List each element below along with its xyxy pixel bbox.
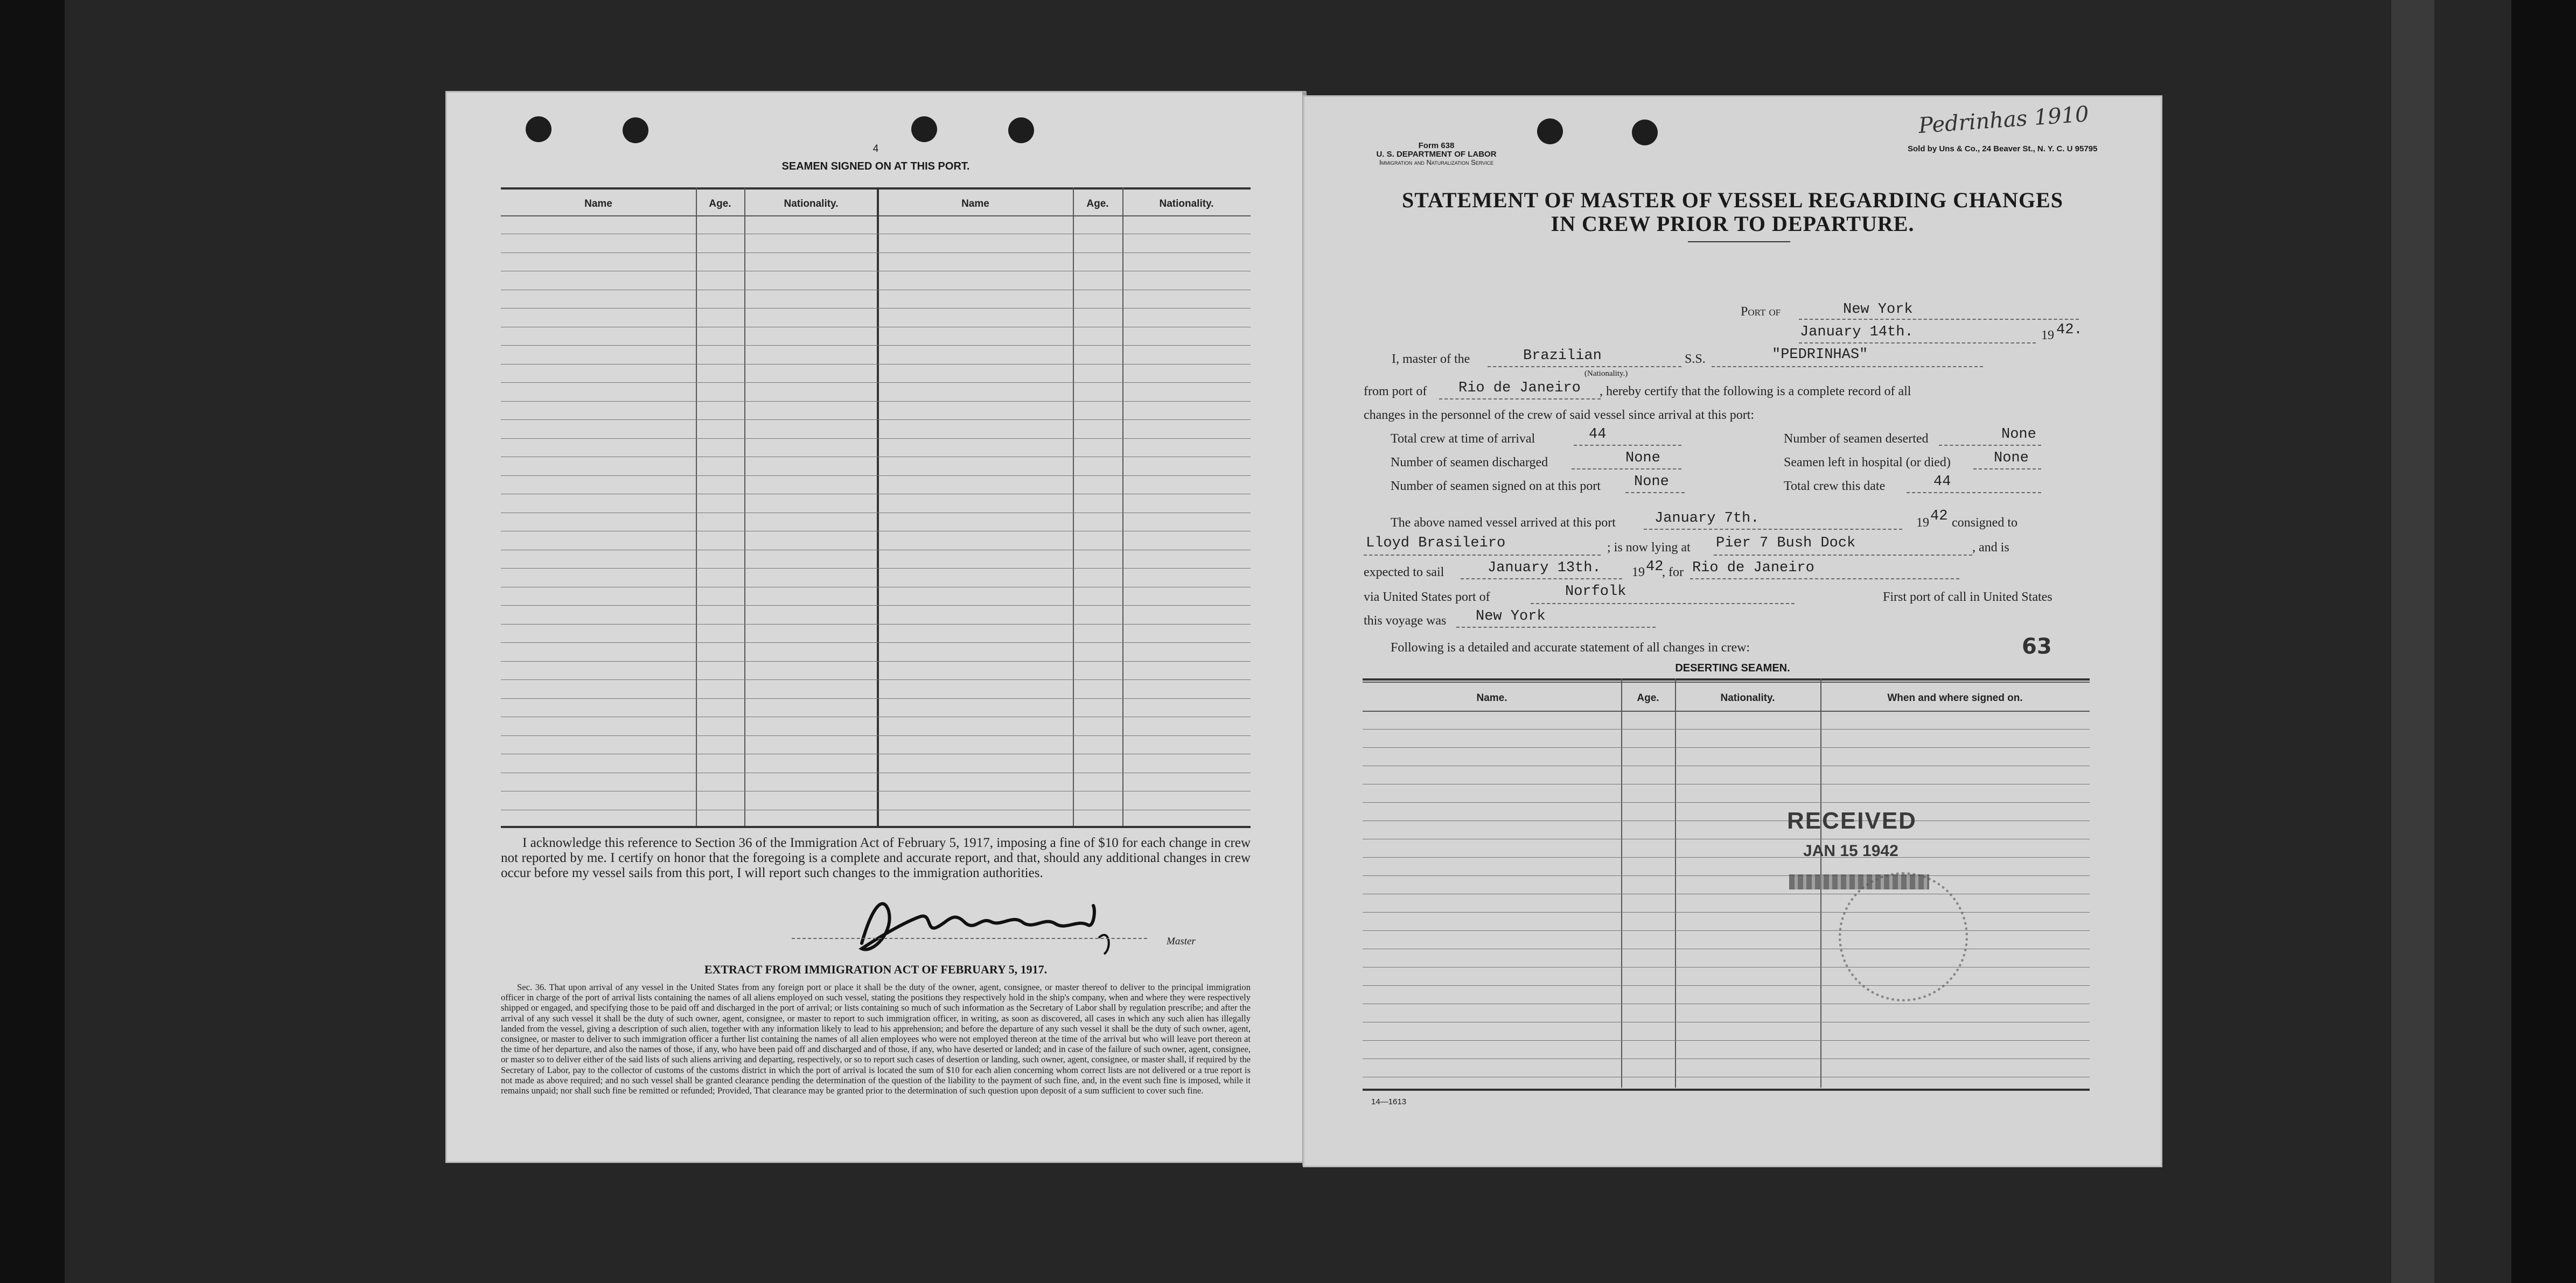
master-signature <box>840 889 1142 965</box>
ruled-row-line <box>501 401 1251 402</box>
discharged-label: Number of seamen discharged <box>1391 455 1548 469</box>
expected-label: expected to sail <box>1364 565 1444 579</box>
punch-hole <box>623 117 648 143</box>
via-label: via United States port of <box>1364 590 1490 604</box>
ruled-row-line <box>501 382 1251 383</box>
ruled-row-line <box>1363 747 2090 748</box>
ruled-row-line <box>1363 930 2090 931</box>
handwritten-number: 63 <box>2022 634 2052 659</box>
expected-year-prefix: 19 <box>1632 565 1645 579</box>
ruled-row-line <box>1363 729 2090 730</box>
nationality-value: Brazilian <box>1523 348 1602 364</box>
round-seal-stamp <box>1839 872 1968 1001</box>
year-prefix: 19 <box>2041 328 2054 342</box>
footer-code: 14—1613 <box>1371 1097 1407 1106</box>
ruled-row-line <box>501 661 1251 662</box>
ruled-row-line <box>501 605 1251 606</box>
col-header: Nationality. <box>1159 198 1214 209</box>
department: U. S. DEPARTMENT OF LABOR <box>1376 150 1497 159</box>
col-header: Age. <box>709 198 731 209</box>
master-label: Master <box>1167 936 1196 947</box>
acknowledgement-text: I acknowledge this reference to Section 36 of the Immigration Act of February 5, 1917, imposing a fine of $10 for each change in crew not reported by me. I certify on honor that the foregoing is a complete and accurate report, and that, should any additional changes in crew occur before my vessel sails from this port, I will report such changes to the immigration authorities. <box>501 836 1251 880</box>
received-stamp-date: JAN 15 1942 <box>1803 842 1898 860</box>
col-header: Age. <box>1086 198 1109 209</box>
extract-text: Sec. 36. That upon arrival of any vessel in the United States from any foreign port or place it shall be the duty of the owner, agent, consignee, or master thereof to deliver to the principal immigration officer in charge of the port of arrival lists containing the names of all aliens employed on such vessel, stating the positions they respectively hold in the ship's company, when and where they were respectively shipped or engaged, and specifying those to be paid off and discharged in the port of arrival; or lists containing so much of such information as the Secretary of Labor shall by regulation prescribe; and after the arrival of any such vessel it shall be the duty of such owner, agent, consignee, or master to report to such immigration officer, in writing, as soon as discovered, all cases in which any such alien has illegally landed from the vessel, giving a description of such alien, together with any information likely to lead to his apprehension; and before the departure of any such vessel it shall be the duty of such owner, agent, consignee, or master to deliver to such immigration officer a further list containing the names of all alien employees who were not employed thereon at the time of the arrival but who will leave port thereon at the time of her departure, and also the names of those, if any, who have been paid off and discharged and of those, if any, who have deserted or landed; and in case of the failure of such owner, agent, consignee, or master so to deliver either of the said lists of such aliens arriving and departing, respectively, or so to report such cases of desertion or landing, such owner, agent, consignee, or master shall, if required by the Secretary of Labor, pay to the collector of customs of the customs district in which the port of arrival is located the sum of $10 for each alien concerning whom correct lists are not delivered or a true report is not made as above required; and no such vessel shall be granted clearance pending the determination of the question of the liability to the payment of such fine, and, in the event such fine is imposed, while it remains unpaid; nor shall such fine be remitted or refunded; Provided, That clearance may be granted prior to the determination of such question upon deposit of a sum sufficient to cover such fine. <box>501 982 1251 1096</box>
scan-border-left <box>0 0 65 1283</box>
ruled-row-line <box>1363 802 2090 803</box>
form-number: Form 638 <box>1418 141 1455 150</box>
arrived-label: The above named vessel arrived at this port <box>1391 516 1616 530</box>
form-title-line2: IN CREW PRIOR TO DEPARTURE. <box>1551 212 1915 236</box>
scan-band <box>2391 0 2434 1283</box>
from-port-value: Rio de Janeiro <box>1458 380 1581 396</box>
ruled-row-line <box>1363 912 2090 913</box>
left-page <box>447 93 1304 1161</box>
signed-on-value: None <box>1634 474 1669 490</box>
arrived-year-value: 42 <box>1930 508 1948 524</box>
page-number: 4 <box>872 143 879 155</box>
arrived-year-prefix: 19 <box>1916 516 1929 530</box>
col-header: Nationality. <box>1720 692 1775 704</box>
handwritten-corner: Pedrinhas 1910 <box>1917 102 2090 138</box>
year-value: 42. <box>2056 322 2083 338</box>
deserted-label: Number of seamen deserted <box>1784 432 1929 446</box>
ruled-row-line <box>1363 857 2090 858</box>
punch-hole <box>911 116 937 142</box>
punch-hole <box>1008 117 1034 143</box>
ruled-row-line <box>501 308 1251 309</box>
date-value: January 14th. <box>1800 324 1914 340</box>
service: Immigration and Naturalization Service <box>1379 158 1494 166</box>
certify-text: , hereby certify that the following is a complete record of all <box>1600 384 1911 398</box>
punch-hole <box>1632 120 1658 145</box>
and-is-label: , and is <box>1972 541 2009 555</box>
punch-hole <box>1537 118 1563 144</box>
ruled-row-line <box>501 438 1251 439</box>
ruled-row-line <box>1363 1040 2090 1041</box>
expected-year-value: 42 <box>1646 559 1664 575</box>
nationality-caption: (Nationality.) <box>1584 369 1628 378</box>
total-crew-arrival-value: 44 <box>1589 426 1607 443</box>
form-title-line1: STATEMENT OF MASTER OF VESSEL REGARDING CHANGES <box>1402 188 2063 212</box>
via-value: Norfolk <box>1565 584 1626 600</box>
total-crew-date-value: 44 <box>1933 474 1951 490</box>
ruled-row-line <box>501 345 1251 346</box>
this-voyage-value: New York <box>1476 608 1546 625</box>
received-stamp: RECEIVED <box>1787 808 1917 834</box>
consignee-value: Lloyd Brasileiro <box>1366 535 1506 551</box>
vessel-value: "PEDRINHAS" <box>1772 347 1868 363</box>
port-label: Port of <box>1741 305 1781 319</box>
discharged-value: None <box>1625 450 1660 466</box>
ruled-row-line <box>1363 1058 2090 1059</box>
scan-border-right <box>2511 0 2576 1283</box>
ruled-row-line <box>501 419 1251 420</box>
first-port-label: First port of call in United States <box>1883 590 2053 604</box>
col-header: Name. <box>1476 692 1507 704</box>
following-text: Following is a detailed and accurate statement of all changes in crew: <box>1391 641 1750 655</box>
deserted-value: None <box>2001 426 2036 443</box>
total-crew-arrival-label: Total crew at time of arrival <box>1391 432 1535 446</box>
col-header: Age. <box>1637 692 1659 704</box>
col-header: Nationality. <box>784 198 839 209</box>
lying-value: Pier 7 Bush Dock <box>1716 535 1856 551</box>
col-header: Name <box>961 198 989 209</box>
ruled-row-line <box>501 735 1251 736</box>
hospital-value: None <box>1994 450 2029 466</box>
printer-line: Sold by Uns & Co., 24 Beaver St., N. Y. C. U 95795 <box>1908 144 2098 153</box>
col-header: Name <box>584 198 612 209</box>
master-of-label: I, master of the <box>1392 352 1470 366</box>
ruled-row-line <box>501 642 1251 643</box>
punch-hole <box>526 116 551 142</box>
for-label: , for <box>1662 565 1684 579</box>
from-port-label: from port of <box>1364 384 1427 398</box>
total-crew-date-label: Total crew this date <box>1784 479 1886 493</box>
ruled-row-line <box>1363 985 2090 986</box>
col-header: When and where signed on. <box>1887 692 2023 704</box>
consigned-label: consigned to <box>1952 516 2017 530</box>
ruled-row-line <box>501 568 1251 569</box>
ruled-row-line <box>501 679 1251 680</box>
lying-label: ; is now lying at <box>1607 541 1691 555</box>
changes-text: changes in the personnel of the crew of said vessel since arrival at this port: <box>1364 408 1755 422</box>
ss-label: S.S. <box>1685 352 1706 366</box>
ruled-row-line <box>501 624 1251 625</box>
right-page <box>1304 97 2161 1166</box>
hospital-label: Seamen left in hospital (or died) <box>1784 455 1951 469</box>
arrived-value: January 7th. <box>1654 510 1760 527</box>
deserting-title: DESERTING SEAMEN. <box>1675 662 1790 674</box>
section-title: SEAMEN SIGNED ON AT THIS PORT. <box>781 160 970 172</box>
expected-value: January 13th. <box>1488 560 1601 576</box>
ruled-row-line <box>1363 875 2090 876</box>
destination-value: Rio de Janeiro <box>1692 560 1814 576</box>
this-voyage-label: this voyage was <box>1364 614 1447 628</box>
ruled-row-line <box>501 475 1251 476</box>
ruled-row-line <box>501 698 1251 699</box>
port-value: New York <box>1843 302 1913 318</box>
signed-on-label: Number of seamen signed on at this port <box>1391 479 1601 493</box>
extract-title: EXTRACT FROM IMMIGRATION ACT OF FEBRUARY 5, 1917. <box>704 963 1048 976</box>
